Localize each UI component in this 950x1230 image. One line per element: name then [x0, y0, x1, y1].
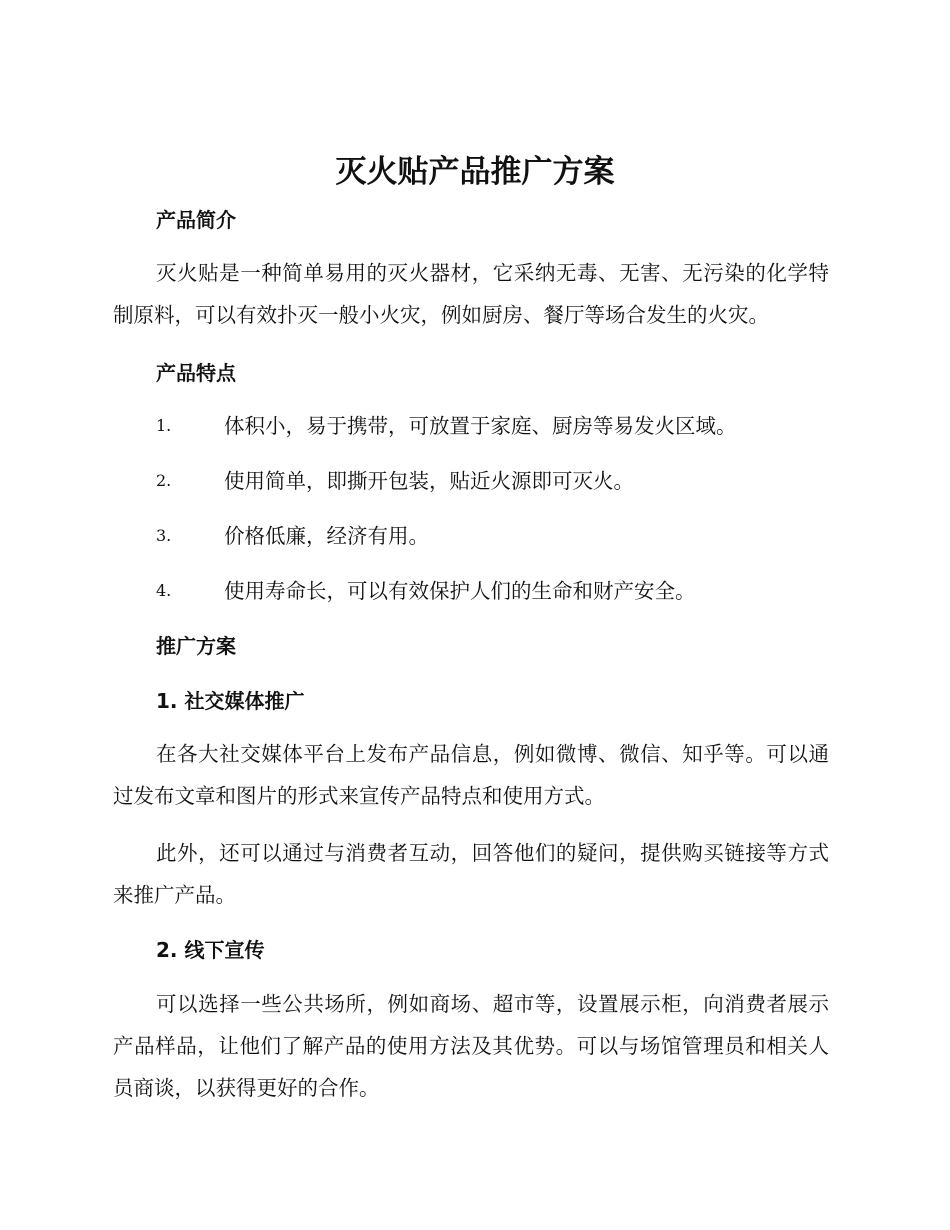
list-item-text: 使用寿命长，可以有效保护人们的生命和财产安全。 — [224, 579, 696, 603]
document-title: 灭火贴产品推广方案 — [335, 154, 615, 190]
list-item-text: 价格低廉，经济有用。 — [224, 524, 429, 548]
social-paragraph: 在各大社交媒体平台上发布产品信息，例如微博、微信、知乎等。可以通过发布文章和图片的形式来宣传产品特点和使用方式。 — [113, 742, 829, 808]
list-item-text: 使用简单，即撕开包装，贴近火源即可灭火。 — [224, 469, 634, 493]
offline-paragraph: 可以选择一些公共场所，例如商场、超市等，设置展示柜，向消费者展示产品样品，让他们了解产品的使用方法及其优势。可以与场馆管理员和相关人员商谈，以获得更好的合作。 — [113, 992, 829, 1100]
feature-list-item — [156, 466, 836, 496]
section-heading-promotion: 推广方案 — [156, 634, 236, 658]
list-number: 3. — [156, 526, 172, 545]
list-number: 2. — [156, 471, 172, 490]
feature-list-item — [156, 521, 836, 551]
subsection-heading-social: 1. 社交媒体推广 — [156, 689, 305, 713]
section-heading-features: 产品特点 — [156, 361, 236, 385]
social-paragraph: 此外，还可以通过与消费者互动，回答他们的疑问，提供购买链接等方式来推广产品。 — [113, 841, 829, 907]
feature-list-item — [156, 576, 836, 606]
list-item-text: 体积小，易于携带，可放置于家庭、厨房等易发火区域。 — [224, 414, 737, 438]
section-heading-intro: 产品简介 — [156, 208, 236, 232]
feature-list-item — [156, 411, 836, 441]
intro-paragraph: 灭火贴是一种简单易用的灭火器材，它采纳无毒、无害、无污染的化学特制原料，可以有效扑灭一般小火灾，例如厨房、餐厅等场合发生的火灾。 — [113, 261, 829, 327]
list-number: 1. — [156, 416, 172, 435]
subsection-heading-offline: 2. 线下宣传 — [156, 938, 265, 962]
list-number: 4. — [156, 581, 172, 600]
